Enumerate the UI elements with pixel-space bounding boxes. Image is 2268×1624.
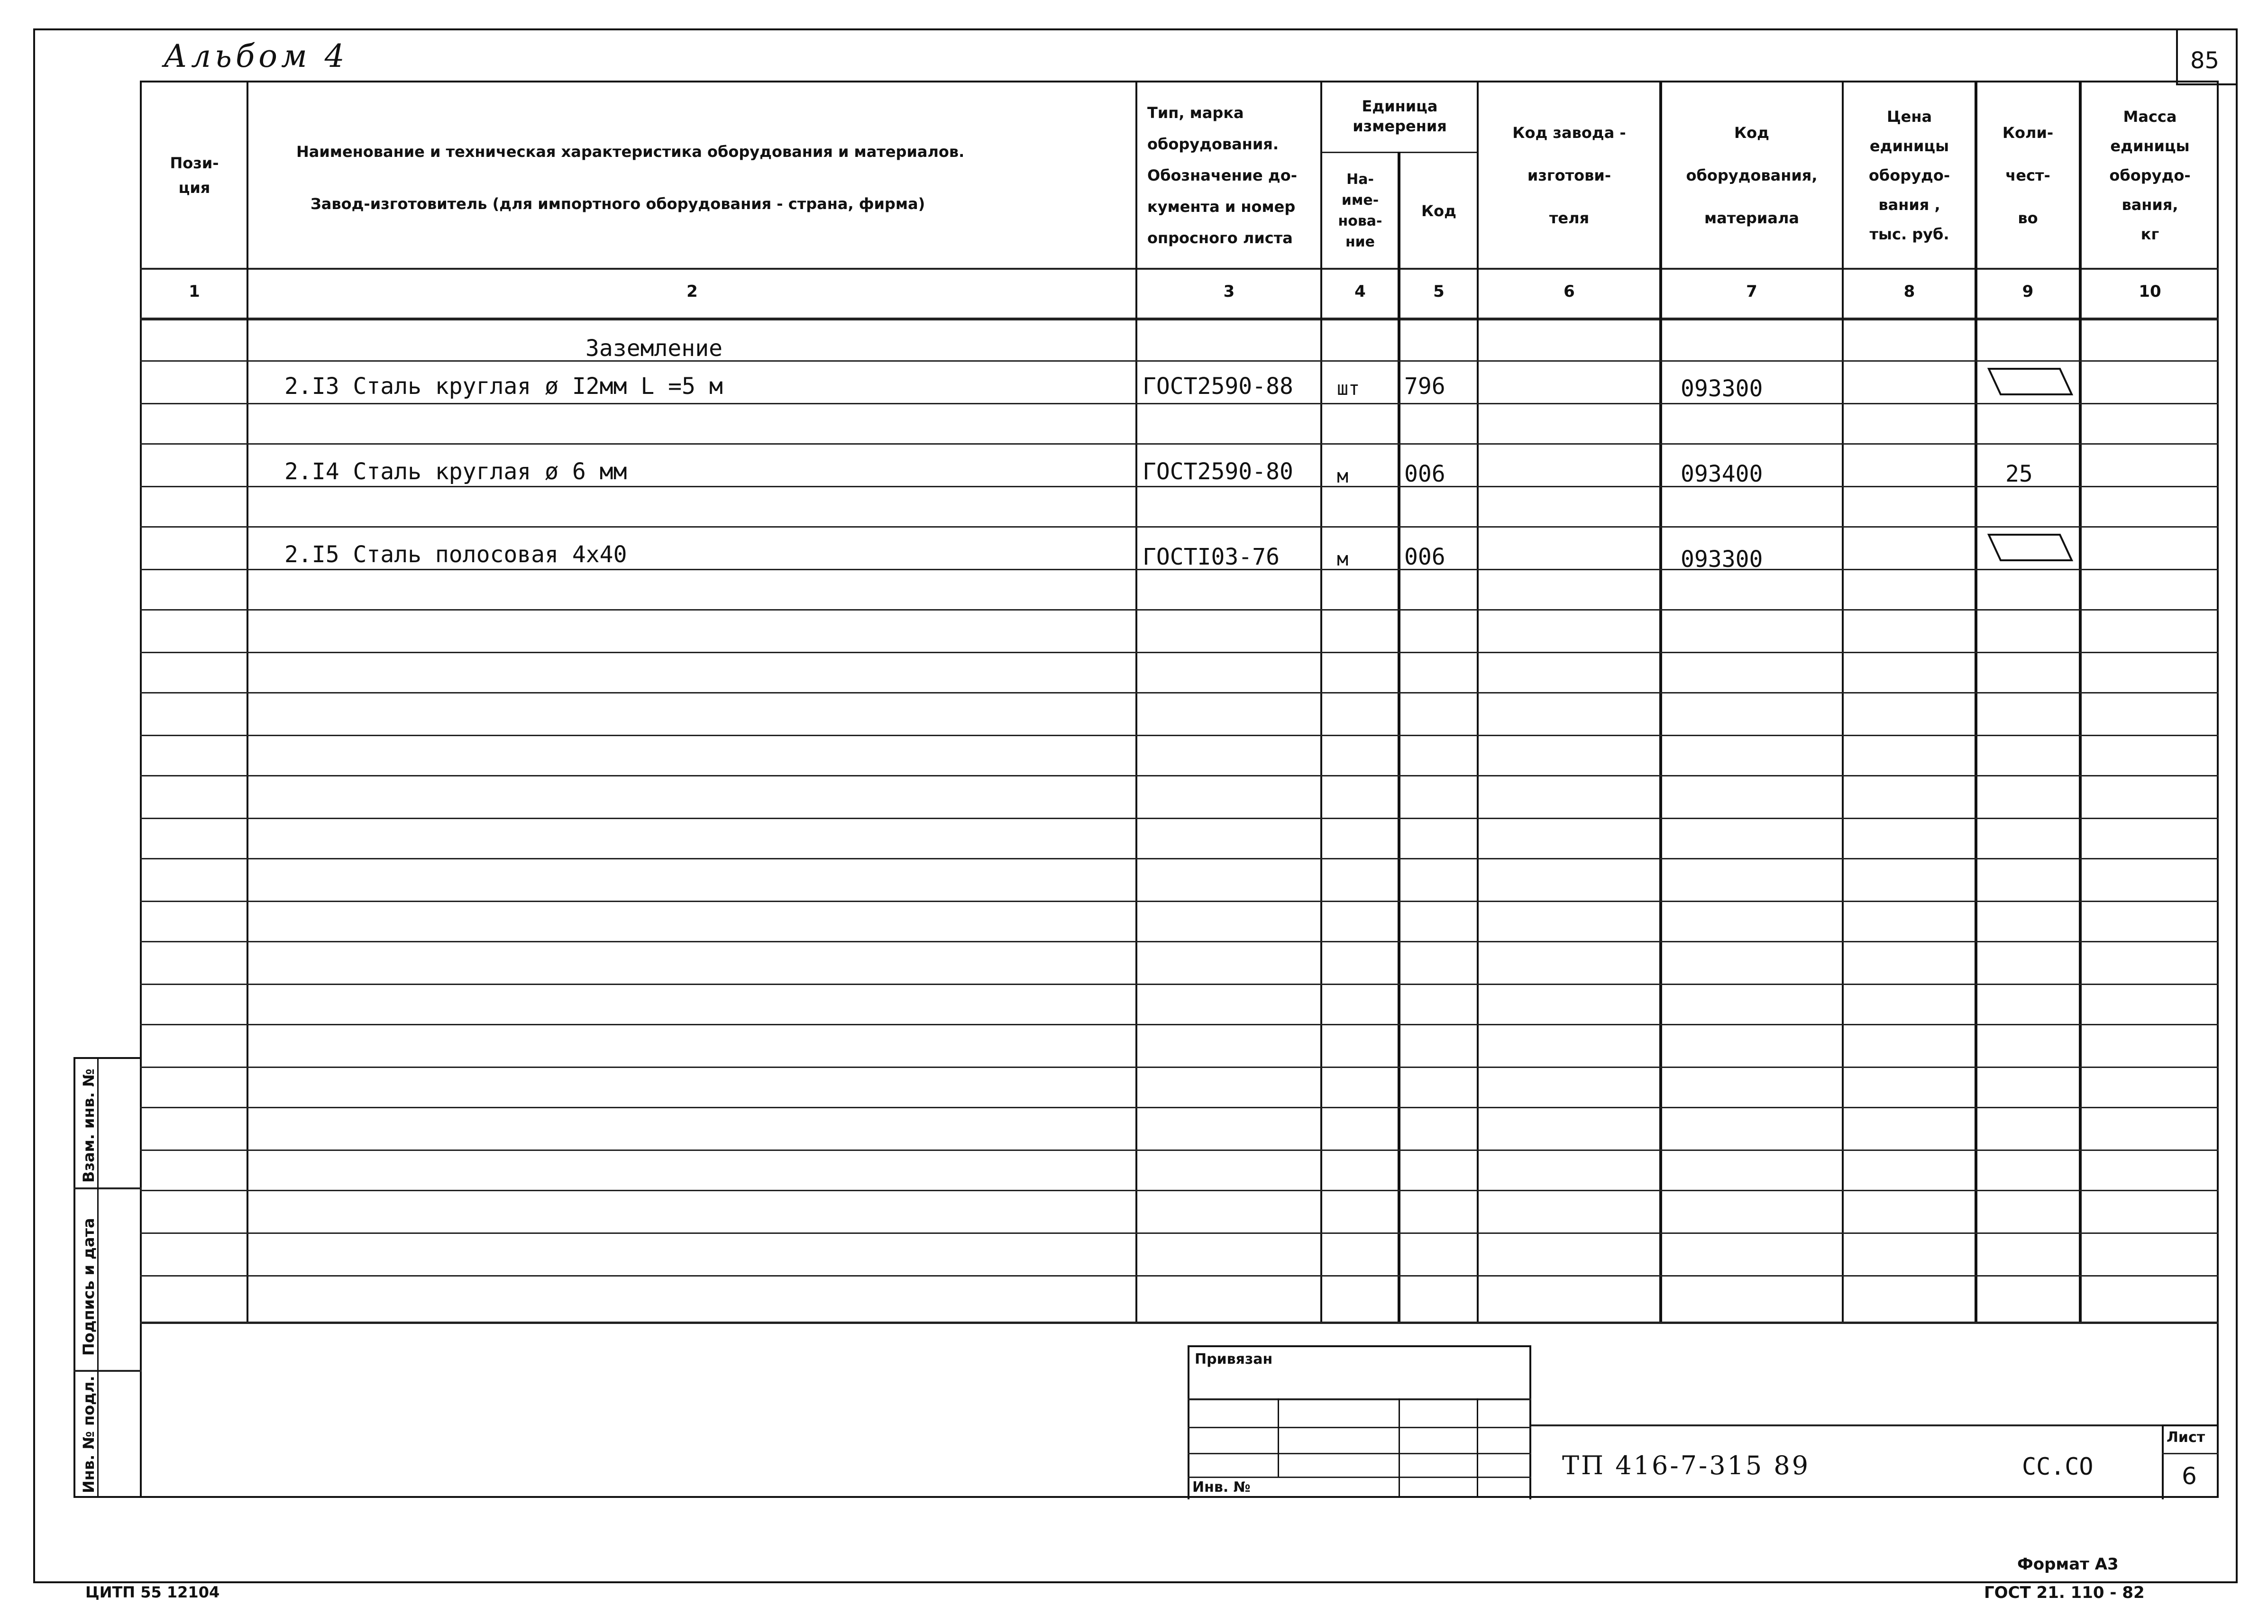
item-unit: шт (1337, 378, 1360, 400)
column-number: 7 (1746, 282, 1757, 301)
row-line (140, 526, 2219, 528)
side-divider (73, 1187, 142, 1189)
header-col9: Коли- чест- во (2002, 124, 2054, 227)
row-line (140, 775, 2219, 776)
row-line (140, 609, 2219, 611)
main-stamp-top (1531, 1424, 2162, 1426)
row-line (140, 1232, 2219, 1234)
item-unit-code: 006 (1404, 544, 1445, 570)
column-number: 5 (1433, 282, 1445, 301)
header-col5: Код (1421, 202, 1456, 220)
stamp-line (1188, 1453, 1531, 1454)
column-number: 10 (2139, 282, 2161, 301)
side-divider (73, 1370, 142, 1372)
item-material-code: 093300 (1681, 546, 1763, 573)
section-heading: Заземление (585, 335, 722, 362)
footer-gost: ГОСТ 21. 110 - 82 (1984, 1583, 2145, 1602)
inv-label: Инв. № (1192, 1479, 1251, 1496)
footer-code: ЦИТП 55 12104 (85, 1583, 220, 1601)
item-material-code: 093300 (1681, 375, 1763, 402)
sheet-number: 6 (2182, 1462, 2197, 1490)
row-line (140, 901, 2219, 902)
row-line (140, 486, 2219, 487)
row-line (140, 1107, 2219, 1108)
album-title: Альбом 4 (164, 38, 348, 74)
col-line (1477, 81, 1479, 1323)
row-line (140, 443, 2219, 445)
column-number: 9 (2022, 282, 2034, 301)
row-line (140, 735, 2219, 736)
row-line (140, 858, 2219, 859)
table-bottom-line (140, 1322, 2219, 1324)
footer-format: Формат А3 (2017, 1555, 2119, 1574)
page-number: 85 (2190, 47, 2220, 74)
row-line (140, 941, 2219, 942)
header-col8: Цена единицы оборудо- вания , тыс. руб. (1868, 108, 1950, 243)
row-line (140, 403, 2219, 404)
column-number: 2 (686, 282, 698, 301)
stamp-col (1477, 1398, 1478, 1498)
row-line (140, 360, 2219, 362)
stamp-line (1188, 1427, 1531, 1428)
item-unit: м (1337, 465, 1349, 487)
side-label-podpis: Подпись и дата (80, 1218, 98, 1356)
item-unit-code: 006 (1404, 461, 1445, 487)
project-number: ТП 416-7-315 89 (1562, 1451, 1811, 1480)
item-name: 2.I4 Сталь круглая ø 6 мм (284, 458, 627, 485)
header-unit: Единица измерения (1353, 97, 1447, 135)
col-line (1320, 81, 1322, 1323)
header-bottom-line (140, 268, 2219, 270)
row-line (140, 818, 2219, 819)
row-line (140, 692, 2219, 693)
header-col7: Код оборудования, материала (1686, 124, 1818, 227)
sheet-label-line (2162, 1453, 2219, 1454)
stamp-line (1188, 1398, 1531, 1400)
item-doc: ГОСТ2590-80 (1143, 458, 1293, 485)
column-number: 6 (1564, 282, 1575, 301)
row-line (140, 984, 2219, 985)
column-number: 3 (1223, 282, 1235, 301)
row-line (140, 1067, 2219, 1068)
col-line (247, 81, 248, 1323)
row-line (140, 652, 2219, 653)
item-unit: м (1337, 548, 1349, 570)
header-col2: Наименование и техническая характеристика оборудования и материалов. Завод-изготовитель (для импортного оборудования - страна, фирма) (296, 143, 965, 213)
document-code: СС.СО (2022, 1453, 2094, 1480)
col-line (1842, 81, 1844, 1323)
item-qty: 25 (2005, 461, 2033, 487)
item-name: 2.I3 Сталь круглая ø I2мм L =5 м (284, 373, 723, 400)
column-number: 4 (1354, 282, 1366, 301)
side-label-vzam: Взам. инв. № (80, 1068, 98, 1183)
side-label-inv: Инв. № подл. (80, 1376, 98, 1493)
qty-blank-mark (1982, 531, 2076, 564)
stamp-line (1188, 1477, 1531, 1478)
row-line (140, 1190, 2219, 1191)
header-col10: Масса единицы оборудо- вания, кг (2109, 108, 2191, 243)
stamp-col (1399, 1398, 1400, 1498)
header-col1: Пози- ция (170, 154, 219, 197)
header-col4: На- име- нова- ние (1338, 171, 1382, 250)
item-doc: ГОСТI03-76 (1143, 544, 1280, 570)
col-line (1135, 81, 1137, 1323)
column-number-bottom-line (140, 318, 2219, 320)
row-line (140, 1150, 2219, 1151)
row-line (140, 1275, 2219, 1277)
column-number: 1 (189, 282, 200, 301)
privyazan-label: Привязан (1195, 1351, 1273, 1368)
header-col3: Тип, марка оборудования. Обозначение до- кумента и номер опросного листа (1147, 104, 1297, 247)
item-material-code: 093400 (1681, 461, 1763, 487)
stamp-col (1278, 1398, 1279, 1477)
qty-blank-mark (1982, 365, 2076, 398)
col-line (1398, 152, 1400, 1323)
header-col6: Код завода - изготови- теля (1512, 124, 1626, 227)
item-doc: ГОСТ2590-88 (1143, 373, 1293, 400)
item-unit-code: 796 (1404, 373, 1445, 400)
sheet-label: Лист (2167, 1429, 2205, 1446)
column-number: 8 (1903, 282, 1915, 301)
row-line (140, 1024, 2219, 1025)
item-name: 2.I5 Сталь полосовая 4x40 (284, 541, 627, 568)
